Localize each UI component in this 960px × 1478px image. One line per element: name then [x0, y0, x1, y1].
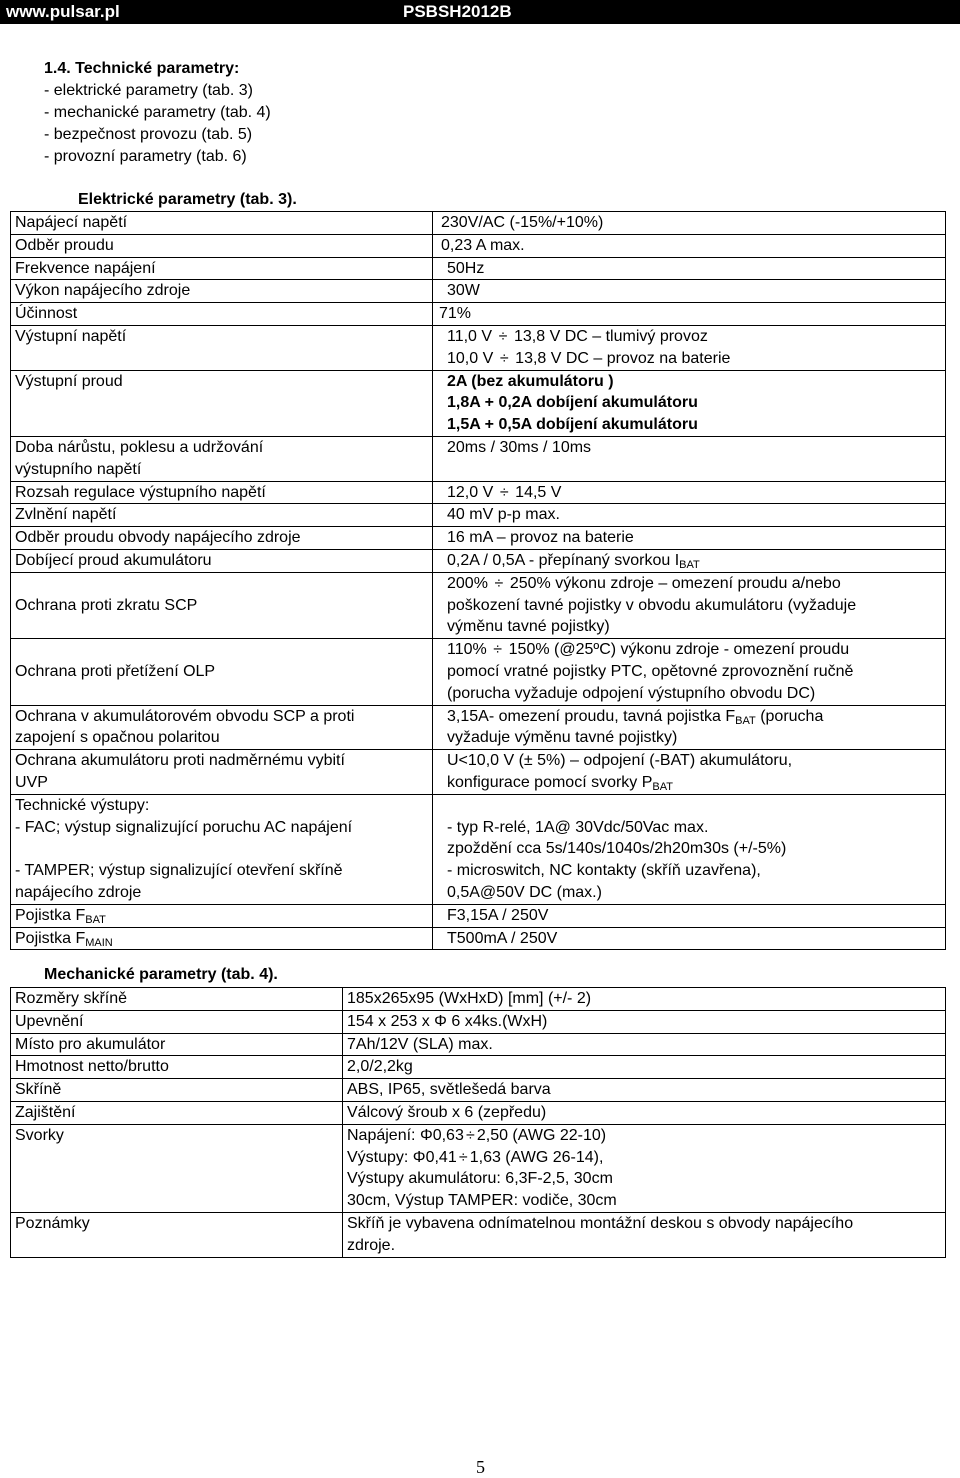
value-line: U<10,0 V (± 5%) – odpojení (-BAT) akumulátoru,: [447, 752, 793, 770]
param-label: Poznámky: [11, 1212, 343, 1257]
param-label: Hmotnost netto/brutto: [11, 1056, 343, 1079]
table-row: [11, 927, 946, 950]
param-value: [433, 325, 946, 370]
param-value: 230V/AC (-15%/+10%): [433, 212, 946, 235]
value-line: Výstupy: Φ0,41 ÷ 1,63 (AWG 26-14),: [347, 1147, 945, 1169]
toc-item: - bezpečnost provozu (tab. 5): [44, 126, 253, 143]
param-value: 40 mV p-p max.: [433, 504, 946, 527]
divide-symbol: ÷: [499, 349, 509, 367]
table-row: [11, 988, 946, 1011]
toc-item: - provozní parametry (tab. 6): [44, 148, 247, 165]
param-label: Frekvence napájení: [11, 257, 433, 280]
value-line: 0,5A@50V DC (max.): [447, 883, 602, 901]
value-line: Výstupy akumulátoru: 6,3F-2,5, 30cm: [347, 1170, 613, 1188]
param-value: 71%: [433, 303, 946, 326]
divide-symbol: ÷: [494, 574, 504, 592]
param-label: Místo pro akumulátor: [11, 1033, 343, 1056]
param-label: Odběr proudu obvody napájecího zdroje: [11, 527, 433, 550]
toc-title: 1.4. Technické parametry:: [44, 60, 240, 77]
table-row: [11, 1101, 946, 1124]
table-row: [11, 904, 946, 927]
section-toc: [44, 58, 271, 168]
table-row: [11, 1079, 946, 1102]
table-row: [11, 436, 946, 481]
table-row: [11, 212, 946, 235]
param-value: Válcový šroub x 6 (zepředu): [343, 1101, 946, 1124]
value-line: 10,0 V ÷ 13,8 V DC – provoz na baterie: [447, 348, 945, 370]
param-value: 2,0/2,2kg: [343, 1056, 946, 1079]
param-value: 16 mA – provoz na baterie: [433, 527, 946, 550]
mechanical-heading: Mechanické parametry (tab. 4).: [44, 966, 278, 983]
table-row: [11, 794, 946, 904]
param-label: Pojistka $F_{BAT}$: [11, 904, 433, 927]
param-label: Ochrana proti přetížení OLP: [11, 639, 433, 705]
table-row: [11, 234, 946, 257]
param-value: 0,2A / 0,5A - přepínaný svorkou $I_{BAT}$: [433, 549, 946, 572]
value-line: vyžaduje výměnu tavné pojistky): [447, 729, 678, 747]
param-value: [433, 705, 946, 750]
param-label: Ochrana akumulátoru proti nadměrnému vybití UVP: [11, 750, 433, 795]
value-line: 1,8A + 0,2A dobíjení akumulátoru: [447, 394, 698, 412]
param-label: Výstupní proud: [11, 370, 433, 436]
toc-item: - elektrické parametry (tab. 3): [44, 82, 253, 99]
param-label: Rozsah regulace výstupního napětí: [11, 481, 433, 504]
page-header: [0, 0, 960, 24]
divide-symbol: ÷: [498, 327, 508, 345]
value-line: 110% ÷ 150% (@25ºC) výkonu zdroje - omezení proudu: [447, 639, 945, 661]
divide-symbol: ÷: [499, 483, 509, 501]
table-row: [11, 280, 946, 303]
toc-item: - mechanické parametry (tab. 4): [44, 104, 271, 121]
value-line: - microswitch, NC kontakty (skříň uzavřena),: [447, 862, 761, 880]
page-number: 5: [476, 1457, 485, 1477]
value-line: 1,5A + 0,5A dobíjení akumulátoru: [447, 416, 698, 434]
param-value: 20ms / 30ms / 10ms: [433, 436, 946, 481]
table-row: [11, 750, 946, 795]
param-label: Pojistka $F_{MAIN}$: [11, 927, 433, 950]
param-label: Ochrana proti zkratu SCP: [11, 572, 433, 638]
param-label: Svorky: [11, 1124, 343, 1212]
value-line: 2A (bez akumulátoru ): [447, 372, 614, 390]
divide-symbol: ÷: [458, 1148, 468, 1166]
value-line: 11,0 V ÷ 13,8 V DC – tlumivý provoz: [447, 326, 945, 348]
header-model: PSBSH2012B: [403, 2, 512, 21]
param-value: 30W: [433, 280, 946, 303]
param-label: Zajištění: [11, 1101, 343, 1124]
param-label: Napájecí napětí: [11, 212, 433, 235]
value-line: Napájení: Φ0,63 ÷ 2,50 (AWG 22-10): [347, 1125, 945, 1147]
table-row: [11, 572, 946, 638]
table-row: [11, 527, 946, 550]
mechanical-table: [10, 987, 946, 1258]
electrical-heading: Elektrické parametry (tab. 3).: [78, 191, 297, 208]
param-value: [343, 1212, 946, 1257]
divide-symbol: ÷: [465, 1126, 475, 1144]
param-value: [433, 794, 946, 904]
param-value: 7Ah/12V (SLA) max.: [343, 1033, 946, 1056]
param-value: 0,23 A max.: [433, 234, 946, 257]
param-label: Skříně: [11, 1079, 343, 1102]
param-label: Upevnění: [11, 1010, 343, 1033]
param-value: F3,15A / 250V: [433, 904, 946, 927]
value-line: (porucha vyžaduje odpojení výstupního obvodu DC): [447, 684, 816, 702]
param-label: Ochrana v akumulátorovém obvodu SCP a proti zapojení s opačnou polaritou: [11, 705, 433, 750]
param-value: T500mA / 250V: [433, 927, 946, 950]
table-row: [11, 303, 946, 326]
table-row: [11, 1033, 946, 1056]
param-label: Výkon napájecího zdroje: [11, 280, 433, 303]
param-value: [343, 1124, 946, 1212]
value-line: zdroje.: [347, 1236, 396, 1254]
param-label: Výstupní napětí: [11, 325, 433, 370]
value-line: výměnu tavné pojistky): [447, 618, 610, 636]
param-label: Odběr proudu: [11, 234, 433, 257]
param-value: [433, 750, 946, 795]
param-value: 154 x 253 x Φ 6 x4ks.(WxH): [343, 1010, 946, 1033]
param-value: 12,0 V ÷ 14,5 V: [433, 481, 946, 504]
param-label: Účinnost: [11, 303, 433, 326]
param-value: [433, 370, 946, 436]
table-row: [11, 705, 946, 750]
value-line: pomocí vratné pojistky PTC, opětovné zprovoznění ručně: [447, 662, 854, 680]
table-row: [11, 1212, 946, 1257]
param-value: ABS, IP65, světlešedá barva: [343, 1079, 946, 1102]
param-label: Doba nárůstu, poklesu a udržování výstupního napětí: [11, 436, 433, 481]
table-row: [11, 370, 946, 436]
value-line: 30cm, Výstup TAMPER: vodiče, 30cm: [347, 1192, 617, 1210]
value-line: poškození tavné pojistky v obvodu akumulátoru (vyžaduje: [447, 596, 857, 614]
table-row: [11, 481, 946, 504]
value-line: zpoždění cca 5s/140s/1040s/2h20m30s (+/-5%): [447, 840, 787, 858]
value-line: konfigurace pomocí svorky $P_{BAT}$: [447, 773, 673, 793]
value-line: 200% ÷ 250% výkonu zdroje – omezení proudu a/nebo: [447, 573, 945, 595]
table-row: [11, 639, 946, 705]
value-line: 3,15A- omezení proudu, tavná pojistka $F_{BAT}$ (porucha: [447, 707, 824, 727]
table-row: [11, 1056, 946, 1079]
table-row: [11, 1010, 946, 1033]
param-value: [433, 572, 946, 638]
table-row: [11, 504, 946, 527]
param-value: 185x265x95 (WxHxD) [mm] (+/- 2): [343, 988, 946, 1011]
param-label: Rozměry skříně: [11, 988, 343, 1011]
param-value: 50Hz: [433, 257, 946, 280]
electrical-table: [10, 211, 946, 950]
header-site: www.pulsar.pl: [6, 2, 120, 21]
value-line: - typ R-relé, 1A@ 30Vdc/50Vac max.: [447, 818, 709, 836]
table-row: [11, 257, 946, 280]
param-label: Dobíjecí proud akumulátoru: [11, 549, 433, 572]
param-label: Technické výstupy: - FAC; výstup signalizující poruchu AC napájení - TAMPER; výstup signalizující otevření skříně napájecího zdroje: [11, 794, 433, 904]
table-row: [11, 1124, 946, 1212]
param-value: [433, 639, 946, 705]
value-line: Skříň je vybavena odnímatelnou montážní deskou s obvody napájecího: [347, 1214, 854, 1232]
divide-symbol: ÷: [493, 641, 503, 659]
param-label: Zvlnění napětí: [11, 504, 433, 527]
table-row: [11, 549, 946, 572]
table-row: [11, 325, 946, 370]
